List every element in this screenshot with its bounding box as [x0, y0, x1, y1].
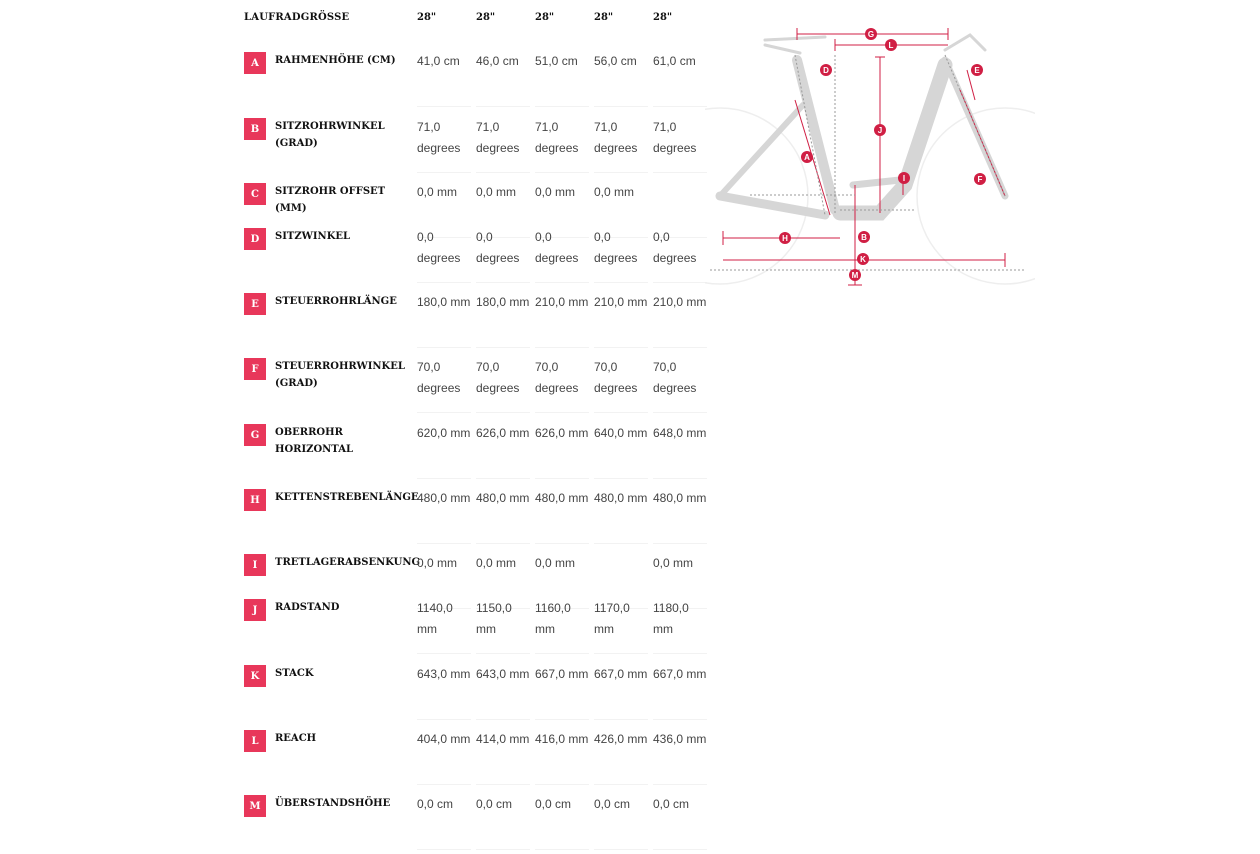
row-letter-badge: B — [244, 118, 266, 140]
row-label: SITZROHR OFFSET (MM) — [275, 186, 386, 214]
row-label: RAHMENHÖHE (CM) — [275, 55, 396, 66]
value-cell: 480,0 mm — [594, 491, 648, 505]
cell-separator — [417, 106, 471, 107]
row-letter-badge: K — [244, 665, 266, 687]
cell-separator — [653, 347, 707, 348]
value-cell: 56,0 cm — [594, 54, 637, 68]
value-cell: 180,0 mm — [476, 295, 530, 309]
value-cell: 71,0 degrees — [535, 120, 579, 155]
value-cell: 70,0 degrees — [476, 360, 520, 395]
cell-separator — [476, 784, 530, 785]
cell-separator — [594, 172, 648, 173]
marker-j-label: K — [860, 255, 866, 264]
value-cell: 0,0 degrees — [653, 230, 697, 265]
marker-f-label: F — [977, 175, 983, 184]
cell-separator — [594, 282, 648, 283]
value-cell: 620,0 mm — [417, 426, 471, 440]
value-cell: 416,0 mm — [535, 732, 589, 746]
value-cell: 61,0 cm — [653, 54, 696, 68]
value-cell: 667,0 mm — [535, 667, 589, 681]
value-cell: 0,0 degrees — [594, 230, 638, 265]
cell-separator — [417, 849, 471, 850]
wheel-size-header: LAUFRADGRÖSSE — [244, 12, 350, 23]
row-label: SITZWINKEL — [275, 231, 351, 242]
value-cell: 667,0 mm — [653, 667, 707, 681]
row-label: RADSTAND — [275, 602, 340, 613]
value-cell: 643,0 mm — [417, 667, 471, 681]
bike-frame — [720, 35, 1005, 215]
row-label: KETTENSTREBENLÄNGE — [275, 492, 419, 503]
cell-separator — [476, 849, 530, 850]
cell-separator — [653, 784, 707, 785]
row-letter-badge: L — [244, 730, 266, 752]
marker-e-label: E — [974, 66, 980, 75]
value-cell: 667,0 mm — [594, 667, 648, 681]
cell-separator — [417, 478, 471, 479]
table-row — [240, 792, 710, 854]
value-cell: 70,0 degrees — [417, 360, 461, 395]
value-cell: 0,0 degrees — [476, 230, 520, 265]
value-cell: 0,0 mm — [535, 556, 576, 570]
value-cell: 0,0 mm — [476, 185, 517, 199]
value-cell: 1160,0 mm — [535, 601, 571, 636]
row-letter-badge: A — [244, 52, 266, 74]
value-cell: 210,0 mm — [653, 295, 707, 309]
row-letter-badge: G — [244, 424, 266, 446]
value-cell: 426,0 mm — [594, 732, 648, 746]
value-cell: 46,0 cm — [476, 54, 519, 68]
cell-separator — [653, 849, 707, 850]
value-cell: 70,0 degrees — [653, 360, 697, 395]
row-label: SITZROHRWINKEL (GRAD) — [275, 121, 385, 149]
cell-separator — [653, 412, 707, 413]
cell-separator — [535, 653, 589, 654]
table-row — [240, 225, 710, 287]
cell-separator — [476, 543, 530, 544]
row-label: ÜBERSTANDSHÖHE — [275, 798, 391, 809]
value-cell: 0,0 mm — [535, 185, 576, 199]
value-cell: 1140,0 mm — [417, 601, 453, 636]
cell-separator — [535, 784, 589, 785]
size-header: 28" — [653, 12, 673, 23]
row-label: TRETLAGERABSENKUNG — [275, 557, 421, 568]
value-cell: 70,0 degrees — [594, 360, 638, 395]
value-cell: 480,0 mm — [417, 491, 471, 505]
cell-separator — [535, 347, 589, 348]
cell-separator — [594, 543, 648, 544]
value-cell: 0,0 cm — [594, 797, 631, 811]
marker-h-label: H — [782, 234, 788, 243]
value-cell: 0,0 cm — [476, 797, 513, 811]
value-cell: 0,0 cm — [653, 797, 690, 811]
row-letter-badge: M — [244, 795, 266, 817]
cell-separator — [535, 172, 589, 173]
size-header: 28" — [594, 12, 614, 23]
value-cell: 480,0 mm — [653, 491, 707, 505]
marker-b-label: B — [861, 233, 867, 242]
row-letter-badge: E — [244, 293, 266, 315]
value-cell: 480,0 mm — [535, 491, 589, 505]
table-row — [240, 596, 710, 658]
value-cell: 1170,0 mm — [594, 601, 630, 636]
cell-separator — [653, 653, 707, 654]
cell-separator — [594, 653, 648, 654]
cell-separator — [476, 172, 530, 173]
value-cell: 71,0 degrees — [417, 120, 461, 155]
row-label: STACK — [275, 668, 314, 679]
cell-separator — [476, 412, 530, 413]
cell-separator — [653, 478, 707, 479]
cell-separator — [653, 282, 707, 283]
value-cell: 71,0 degrees — [653, 120, 697, 155]
value-cell: 648,0 mm — [653, 426, 707, 440]
row-letter-badge: J — [244, 599, 266, 621]
value-cell: 480,0 mm — [476, 491, 530, 505]
cell-separator — [476, 653, 530, 654]
value-cell: 0,0 degrees — [535, 230, 579, 265]
table-row — [240, 662, 710, 724]
cell-separator — [476, 478, 530, 479]
table-row — [240, 49, 710, 111]
value-cell: 626,0 mm — [535, 426, 589, 440]
value-cell: 1150,0 mm — [476, 601, 512, 636]
cell-separator — [535, 478, 589, 479]
marker-m-label: M — [851, 271, 859, 280]
cell-separator — [594, 347, 648, 348]
size-header: 28" — [417, 12, 437, 23]
cell-separator — [476, 719, 530, 720]
table-row — [240, 115, 710, 177]
row-label: STEUERROHRWINKEL (GRAD) — [275, 361, 405, 389]
value-cell: 640,0 mm — [594, 426, 648, 440]
row-letter-badge: D — [244, 228, 266, 250]
cell-separator — [476, 347, 530, 348]
cell-separator — [594, 784, 648, 785]
cell-separator — [653, 172, 707, 173]
cell-separator — [417, 172, 471, 173]
value-cell: 41,0 cm — [417, 54, 460, 68]
row-label: OBERROHR HORIZONTAL — [275, 427, 353, 455]
value-cell: 210,0 mm — [594, 295, 648, 309]
cell-separator — [417, 784, 471, 785]
cell-separator — [535, 543, 589, 544]
diagram-markers — [779, 28, 986, 281]
table-row — [240, 290, 710, 352]
bike-geometry-diagram — [705, 15, 1035, 305]
cell-separator — [417, 412, 471, 413]
marker-k-label: J — [877, 126, 883, 135]
value-cell: 0,0 cm — [417, 797, 454, 811]
table-row — [240, 355, 710, 417]
cell-separator — [535, 106, 589, 107]
value-cell: 0,0 mm — [594, 185, 635, 199]
table-row — [240, 486, 710, 548]
value-cell: 0,0 mm — [653, 556, 694, 570]
value-cell: 0,0 degrees — [417, 230, 461, 265]
value-cell: 71,0 degrees — [476, 120, 520, 155]
value-cell: 436,0 mm — [653, 732, 707, 746]
value-cell: 51,0 cm — [535, 54, 578, 68]
table-row — [240, 727, 710, 789]
cell-separator — [535, 282, 589, 283]
cell-separator — [417, 543, 471, 544]
measurement-lines — [723, 28, 1005, 285]
cell-separator — [417, 719, 471, 720]
value-cell: 1180,0 mm — [653, 601, 689, 636]
cell-separator — [594, 106, 648, 107]
value-cell: 180,0 mm — [417, 295, 471, 309]
value-cell: 0,0 cm — [535, 797, 572, 811]
cell-separator — [653, 543, 707, 544]
cell-separator — [535, 412, 589, 413]
marker-d-label: D — [823, 66, 829, 75]
row-letter-badge: F — [244, 358, 266, 380]
row-label: REACH — [275, 733, 317, 744]
value-cell: 404,0 mm — [417, 732, 471, 746]
value-cell: 626,0 mm — [476, 426, 530, 440]
marker-g-label: G — [867, 30, 875, 39]
cell-separator — [417, 282, 471, 283]
value-cell: 643,0 mm — [476, 667, 530, 681]
cell-separator — [417, 653, 471, 654]
cell-separator — [476, 106, 530, 107]
cell-separator — [535, 719, 589, 720]
value-cell: 0,0 mm — [417, 556, 458, 570]
cell-separator — [594, 849, 648, 850]
value-cell: 70,0 degrees — [535, 360, 579, 395]
marker-a-label: A — [804, 153, 810, 162]
cell-separator — [594, 412, 648, 413]
size-header: 28" — [535, 12, 555, 23]
row-letter-badge: H — [244, 489, 266, 511]
value-cell: 0,0 mm — [476, 556, 517, 570]
value-cell: 0,0 mm — [417, 185, 458, 199]
size-header: 28" — [476, 12, 496, 23]
cell-separator — [417, 347, 471, 348]
value-cell: 210,0 mm — [535, 295, 589, 309]
cell-separator — [653, 106, 707, 107]
cell-separator — [594, 719, 648, 720]
marker-i-label: I — [902, 174, 906, 183]
table-row — [240, 421, 710, 483]
cell-separator — [653, 719, 707, 720]
table-header-row — [240, 12, 710, 32]
cell-separator — [594, 478, 648, 479]
marker-l-label: L — [888, 41, 894, 50]
row-letter-badge: I — [244, 554, 266, 576]
cell-separator — [535, 849, 589, 850]
row-letter-badge: C — [244, 183, 266, 205]
row-label: STEUERROHRLÄNGE — [275, 296, 397, 307]
cell-separator — [476, 282, 530, 283]
value-cell: 71,0 degrees — [594, 120, 638, 155]
value-cell: 414,0 mm — [476, 732, 530, 746]
